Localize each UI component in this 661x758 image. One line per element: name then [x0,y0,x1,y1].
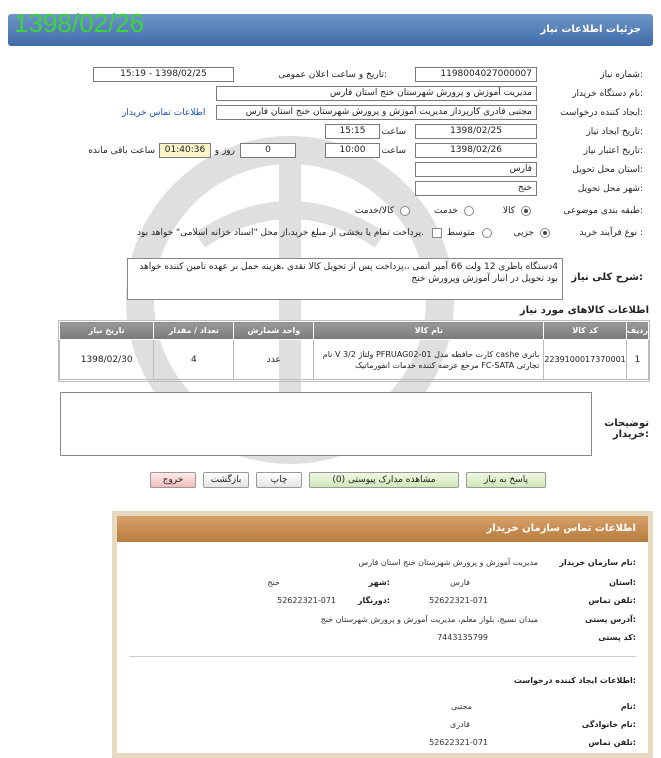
category-radio-service[interactable] [464,206,474,216]
category-label: طبقه بندی موضوعی: [563,206,643,216]
goods-section-title: اطلاعات کالاهای مورد نیاز [519,305,649,316]
deadline-label: تاریخ اعتبار نیاز: [583,146,643,156]
creator-phone-label: تلفن تماس: [588,738,636,747]
exit-button[interactable]: خروج [150,472,196,488]
buyer-contact-link[interactable]: اطلاعات تماس خریدار [122,108,206,118]
contact-phone-label: تلفن تماس: [588,596,636,605]
category-option-both: کالا/خدمت [354,206,394,216]
category-radio-both[interactable] [400,206,410,216]
province-field: فارس [415,162,537,177]
print-button[interactable]: چاپ [256,472,302,488]
send-time-label: ساعت [381,127,406,137]
cell-qty: 4 [154,340,234,380]
contact-province-label: استان: [609,578,636,587]
contact-header [117,516,648,542]
creator-label: ایجاد کننده درخواست: [560,108,643,118]
contact-fax: 52622321-071 [277,596,336,605]
process-radio-minor[interactable] [540,228,550,238]
category-radio-goods[interactable] [521,206,531,216]
process-option-minor: جزیی [513,228,534,238]
need-number-label: شماره نیاز: [600,70,643,80]
back-button[interactable]: بازگشت [203,472,249,488]
col-qty: تعداد / مقدار [154,322,234,340]
contact-address: میدان نسیج، بلوار معلم، مدیریت آموزش و پرورش شهرستان خنج [320,615,538,624]
contact-divider [129,656,636,657]
attachments-button[interactable]: مشاهده مدارک پیوستی (0) [309,472,459,488]
contact-org: مدیریت آموزش و پرورش شهرستان خنج استان فارس [358,558,538,567]
contact-postal: 7443135799 [437,633,488,642]
send-date-field: 1398/02/25 [415,124,537,139]
announce-label: تاریخ و ساعت اعلان عمومی: [278,70,387,80]
date-overlay: 1398/02/26 [14,8,145,38]
col-date: تاریخ نیاز [60,322,154,340]
col-unit: واحد شمارش [234,322,314,340]
table-row [60,340,649,380]
need-number-field: 1198004027000007 [415,67,537,82]
days-field: 0 [240,143,296,158]
category-option-service: خدمت [434,206,458,216]
col-name: نام کالا [314,322,544,340]
send-date-label: تاریخ ایجاد نیاز: [586,127,643,137]
contact-city-label: شهر: [368,578,390,587]
remaining-time-field: 01:40:36 [159,143,211,158]
contact-phone: 52622321-071 [429,596,488,605]
contact-panel [112,511,653,758]
contact-postal-label: کد پستی: [598,633,636,642]
process-radio-medium[interactable] [482,228,492,238]
col-row: ردیف [626,322,648,340]
send-time-field: 15:15 [325,124,380,139]
contact-address-label: آدرس پستی: [585,615,636,624]
contact-title: اطلاعات تماس سازمان خریدار [486,523,636,534]
city-field: خنج [415,181,537,196]
days-label: روز و [214,146,235,156]
creator-field: مجتبی قادری کارپرداز مدیریت آموزش و پرورش شهرستان خنج استان فارس [216,105,537,120]
cell-unit: عدد [234,340,314,380]
header-bar [8,8,653,46]
announce-field: 1398/02/25 - 15:19 [93,67,234,82]
deadline-time-field: 10:00 [325,143,380,158]
process-label: نوع فرآیند خرید : [579,228,643,238]
reply-button[interactable]: پاسخ به نیاز [466,472,546,488]
buyer-org-label: نام دستگاه خریدار: [572,89,643,99]
col-code: کد کالا [544,322,626,340]
description-box: 4دستگاه باطری 12 ولت 66 آمپر اتمی ،،پرداخت پس از تحویل کالا نقدی ،هزینه حمل بر عهده تامین کننده خواهد بود تحویل در انبار آموزش وپرورش خنج [127,258,563,300]
remaining-label: ساعت باقی مانده [88,146,155,156]
contact-fax-label: دورنگار: [357,596,390,605]
creator-phone: 52622321-071 [429,738,488,747]
cell-code: 2239100017370001 [544,340,626,380]
cell-date: 1398/02/30 [60,340,154,380]
cell-name: باتری cashe کارت حافظه مدل PFRUAG02-01 ولتاژ V 3/2 نام تجارتی FC-SATA مرجع عرضه کننده خدمات انفورماتیک [314,340,544,380]
process-option-medium: متوسط [446,228,475,238]
creator-name: مجتبی [451,702,472,711]
creator-family-label: نام خانوادگی: [581,720,636,729]
contact-province: فارس [450,578,470,587]
cell-row: 1 [626,340,648,380]
buyer-org-field: مدیریت آموزش و پرورش شهرستان خنج استان فارس [216,86,537,101]
page-title: جزئیات اطلاعات نیاز [540,24,641,35]
deadline-time-label: ساعت [381,146,406,156]
contact-city: خنج [267,578,280,587]
treasury-checkbox[interactable] [432,228,442,238]
creator-family: قادری [450,720,470,729]
treasury-note: پرداخت تمام یا بخشی از مبلغ خرید،از محل "اسناد خزانه اسلامی" خواهد بود. [136,228,424,238]
contact-org-label: نام سازمان خریدار: [559,558,636,567]
buyer-notes-label: توضیحات خریدار: [604,418,649,440]
creator-info-title: اطلاعات ایجاد کننده درخواست: [513,676,636,685]
category-option-goods: کالا [502,206,515,216]
province-label: استان محل تحویل: [572,165,643,175]
deadline-date-field: 1398/02/26 [415,143,537,158]
description-label: شرح کلی نیاز: [571,272,643,283]
buyer-notes-box [60,392,592,456]
city-label: شهر محل تحویل: [577,184,643,194]
creator-name-label: نام: [620,702,636,711]
goods-table [58,320,650,382]
